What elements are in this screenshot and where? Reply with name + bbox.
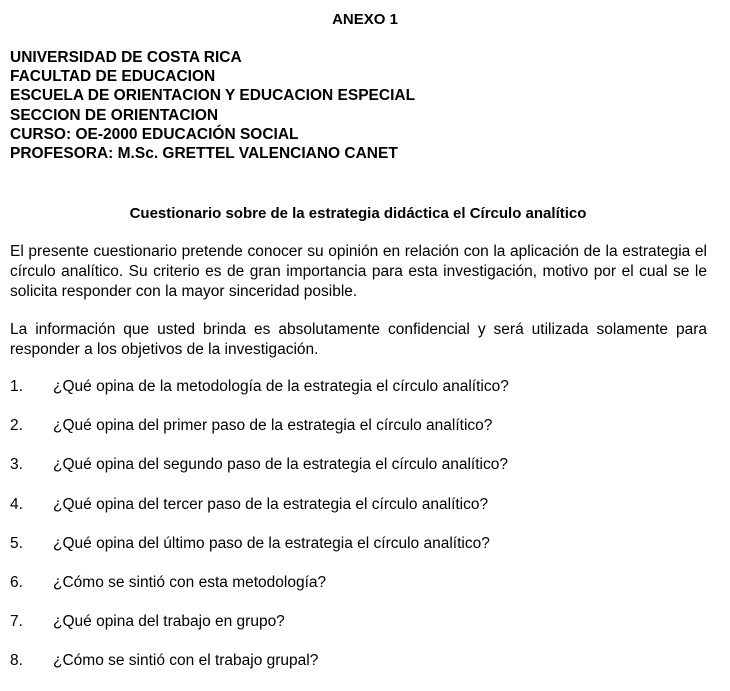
header-school: ESCUELA DE ORIENTACION Y EDUCACION ESPECIAL [10, 87, 416, 105]
question-item-7 [10, 612, 710, 651]
question-list [10, 377, 710, 691]
question-text: ¿Cómo se sintió con esta metodología? [53, 573, 327, 591]
question-item-3 [10, 455, 710, 494]
annex-title: ANEXO 1 [332, 11, 398, 28]
question-item-6 [10, 573, 710, 612]
question-item-5 [10, 534, 710, 573]
questionnaire-title: Cuestionario sobre de la estrategia didáctica el Círculo analítico [129, 205, 587, 222]
question-text: ¿Qué opina del tercer paso de la estrategia el círculo analítico? [53, 495, 489, 513]
question-item-1 [10, 377, 710, 416]
intro-paragraph: El presente cuestionario pretende conocer su opinión en relación con la aplicación de la estrategia el círculo analítico. Su criterio es de gran importancia para esta investigación, motivo por el cual se le solicita responder con la mayor sinceridad posible. [10, 243, 707, 300]
question-item-2 [10, 416, 710, 455]
question-text: ¿Qué opina del primer paso de la estrategia el círculo analítico? [53, 417, 493, 435]
header-course: CURSO: OE-2000 EDUCACIÓN SOCIAL [10, 125, 299, 143]
question-item-8 [10, 651, 710, 690]
question-number: 7. [10, 613, 23, 631]
institution-header [10, 48, 710, 163]
question-number: 1. [10, 378, 23, 395]
confidentiality-paragraph: La información que usted brinda es absolutamente confidencial y será utilizada solamente para responder a los objetivos de la investigación. [10, 321, 707, 358]
header-faculty: FACULTAD DE EDUCACION [10, 68, 216, 86]
question-number: 3. [10, 456, 23, 474]
question-item-4 [10, 495, 710, 534]
header-professor: PROFESORA: M.Sc. GRETTEL VALENCIANO CANET [10, 145, 398, 163]
header-university: UNIVERSIDAD DE COSTA RICA [10, 49, 242, 66]
question-number: 6. [10, 573, 23, 591]
question-number: 2. [10, 417, 23, 435]
question-text: ¿Qué opina de la metodología de la estrategia el círculo analítico? [53, 378, 509, 395]
question-text: ¿Qué opina del segundo paso de la estrategia el círculo analítico? [53, 456, 508, 474]
question-text: ¿Cómo se sintió con el trabajo grupal? [53, 652, 319, 670]
question-number: 5. [10, 534, 23, 552]
question-text: ¿Qué opina del trabajo en grupo? [53, 613, 285, 631]
header-section: SECCION DE ORIENTACION [10, 106, 219, 124]
question-number: 8. [10, 652, 23, 670]
question-number: 4. [10, 495, 23, 513]
question-text: ¿Qué opina del último paso de la estrategia el círculo analítico? [53, 534, 490, 552]
